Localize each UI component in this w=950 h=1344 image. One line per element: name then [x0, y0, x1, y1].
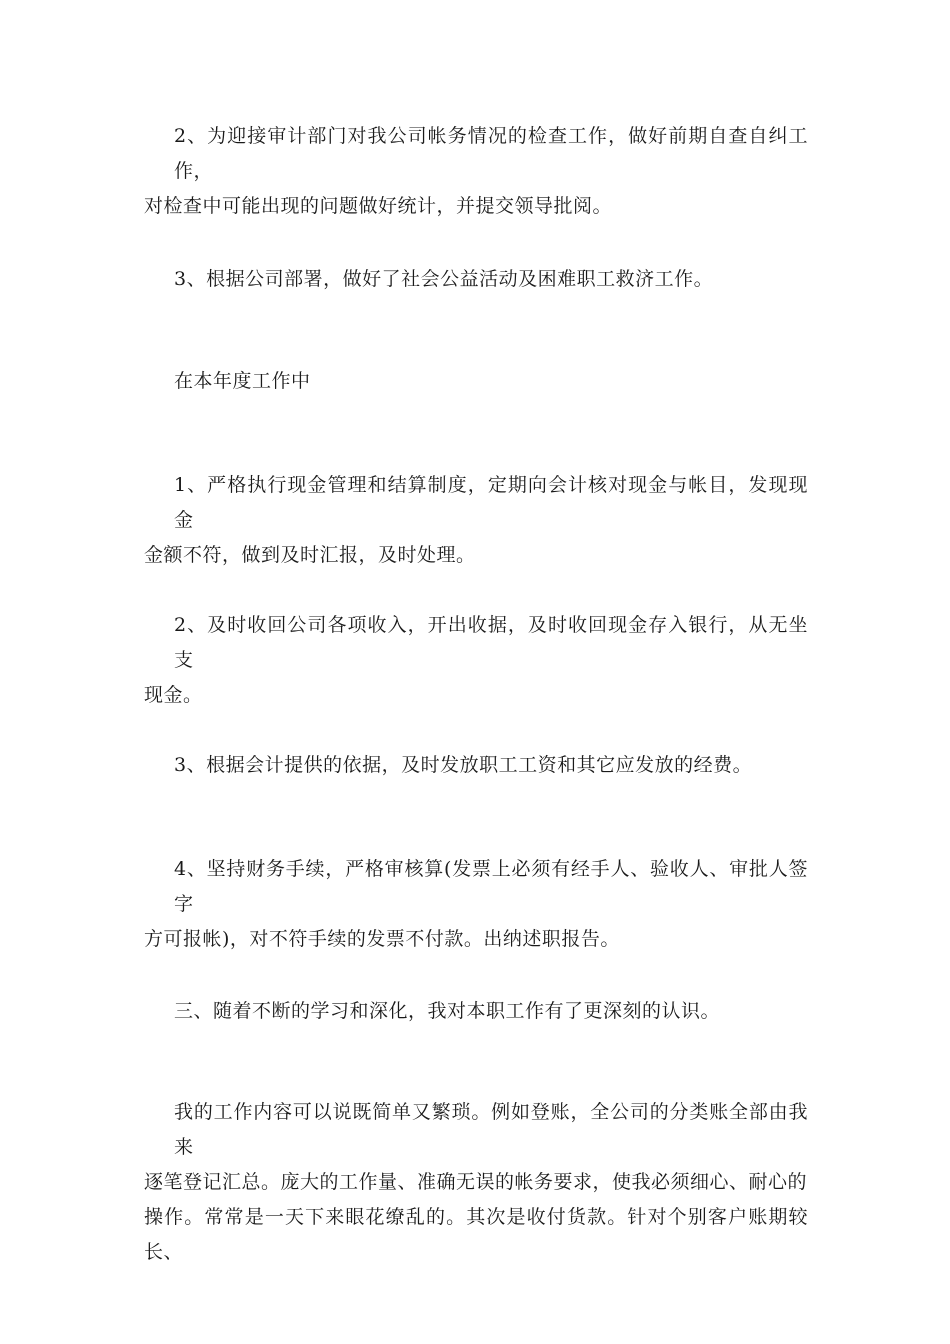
paragraph-financial-procedures — [144, 852, 808, 957]
text-line: 方可报帐)，对不符手续的发票不付款。出纳述职报告。 — [144, 928, 620, 950]
text-line: 在本年度工作中 — [174, 370, 311, 392]
text-line: 现金。 — [144, 684, 203, 706]
paragraph-section-three — [144, 994, 808, 1029]
text-line: 3、根据会计提供的依据，及时发放职工工资和其它应发放的经费。 — [174, 754, 753, 776]
text-line: 逐笔登记汇总。庞大的工作量、准确无误的帐务要求，使我必须细心、耐心的 — [144, 1171, 808, 1193]
paragraph-work-content — [144, 1095, 808, 1270]
text-line: 1、严格执行现金管理和结算制度，定期向会计核对现金与帐目，发现现金 — [174, 474, 808, 531]
paragraph-salary-payment — [144, 748, 808, 783]
text-line: 3、根据公司部署，做好了社会公益活动及困难职工救济工作。 — [174, 268, 714, 290]
text-line: 操作。常常是一天下来眼花缭乱的。其次是收付货款。针对个别客户账期较长、 — [144, 1206, 808, 1263]
text-line: 金额不符，做到及时汇报，及时处理。 — [144, 544, 476, 566]
paragraph-cash-management — [144, 468, 808, 573]
text-line: 我的工作内容可以说既简单又繁琐。例如登账，全公司的分类账全部由我来 — [174, 1101, 808, 1158]
text-line: 2、为迎接审计部门对我公司帐务情况的检查工作，做好前期自查自纠工作， — [174, 125, 808, 182]
paragraph-income-collection — [144, 608, 808, 713]
text-line: 对检查中可能出现的问题做好统计，并提交领导批阅。 — [144, 195, 613, 217]
paragraph-this-year-heading — [144, 364, 808, 399]
paragraph-audit-preparation — [144, 119, 808, 224]
paragraph-public-welfare — [144, 262, 808, 297]
text-line: 2、及时收回公司各项收入，开出收据，及时收回现金存入银行，从无坐支 — [174, 614, 808, 671]
text-line: 4、坚持财务手续，严格审核算(发票上必须有经手人、验收人、审批人签字 — [174, 858, 808, 915]
text-line: 三、随着不断的学习和深化，我对本职工作有了更深刻的认识。 — [174, 1000, 721, 1022]
